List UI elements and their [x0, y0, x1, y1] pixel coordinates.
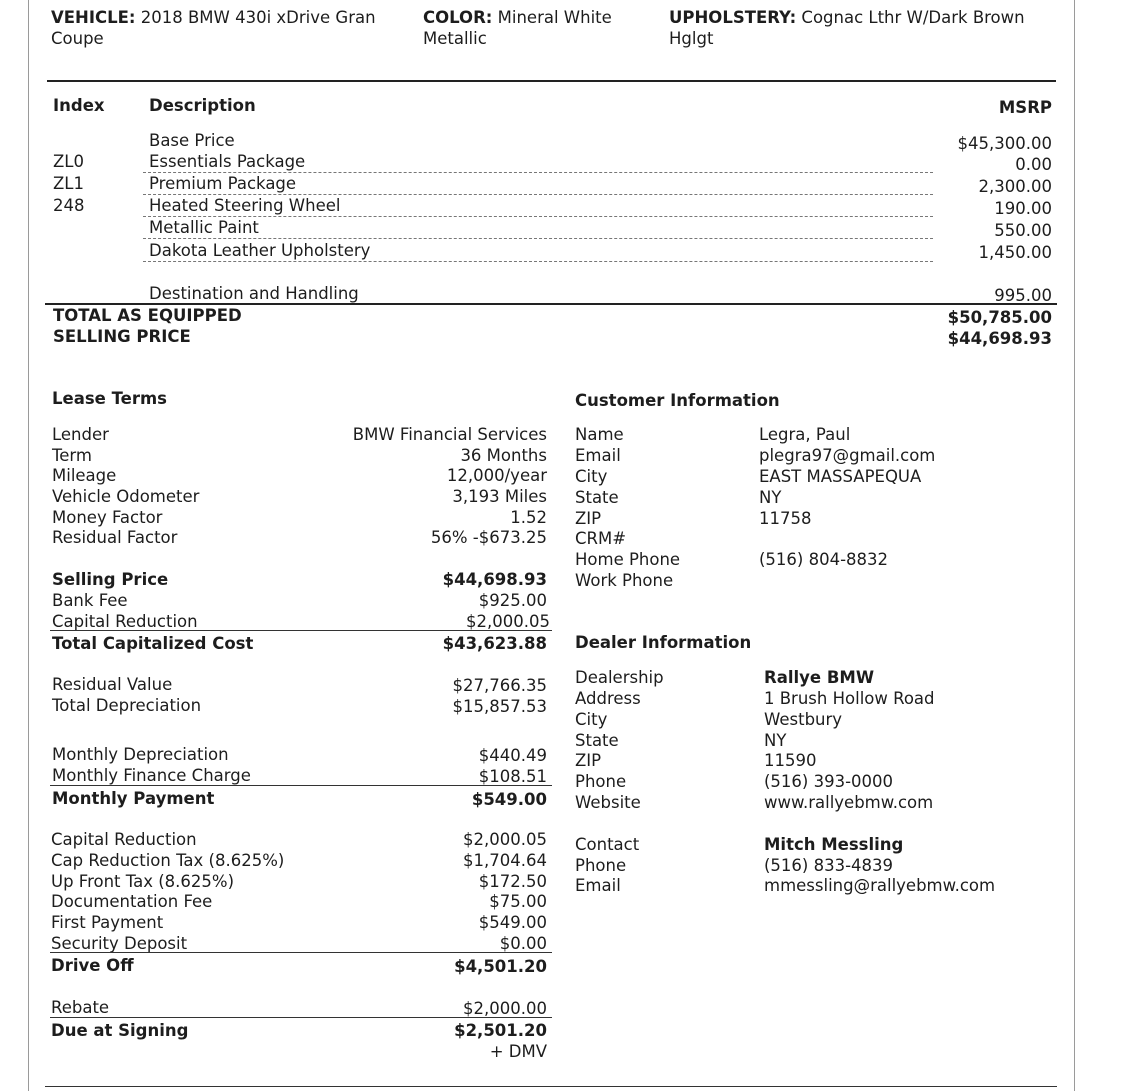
monthly-finance-value: $108.51: [478, 767, 547, 786]
driveoff-item-label: Up Front Tax (8.625%): [51, 872, 235, 891]
driveoff-item-label: Capital Reduction: [51, 830, 197, 849]
upholstery-label: UPHOLSTERY:: [669, 8, 797, 27]
monthly-payment-label: Monthly Payment: [52, 789, 215, 808]
dealer-field-label: Address: [575, 689, 641, 708]
drive-off-value: $4,501.20: [454, 957, 547, 976]
residual-value-value: $27,766.35: [452, 676, 547, 695]
header-divider: [47, 80, 1056, 82]
destination-value: 995.00: [994, 286, 1052, 305]
drive-off-label: Drive Off: [51, 956, 134, 975]
vehicle-field: [51, 7, 401, 49]
lease-term-value: 36 Months: [460, 446, 547, 465]
lease-term-label: Residual Factor: [52, 528, 178, 547]
capital-reduction-label: Capital Reduction: [52, 612, 198, 631]
monthly-depreciation-value: $440.49: [478, 746, 547, 765]
contact-name-value: Mitch Messling: [764, 835, 904, 854]
dealer-field-value: NY: [764, 731, 787, 750]
vehicle-value-2: Coupe: [51, 29, 104, 48]
lease-term-label: Vehicle Odometer: [52, 487, 200, 506]
lease-term-value: 56% -$673.25: [430, 528, 547, 547]
option-msrp: 1,450.00: [978, 243, 1052, 262]
option-dotted-line: [143, 238, 933, 239]
dealer-field-label: ZIP: [575, 751, 602, 770]
customer-field-value: 11758: [759, 509, 812, 528]
driveoff-item-label: First Payment: [51, 913, 164, 932]
col-description-header: Description: [149, 96, 256, 115]
total-depreciation-value: $15,857.53: [452, 697, 547, 716]
customer-field-label: ZIP: [575, 509, 602, 528]
upholstery-field: [669, 7, 1069, 49]
customer-field-value: (516) 804-8832: [759, 550, 889, 569]
option-index: ZL1: [53, 174, 84, 193]
dealer-field-value: Westbury: [764, 710, 843, 729]
customer-field-value: EAST MASSAPEQUA: [759, 467, 922, 486]
option-description: Dakota Leather Upholstery: [149, 241, 371, 260]
residual-value-label: Residual Value: [52, 675, 173, 694]
color-value-2: Metallic: [423, 29, 487, 48]
total-depreciation-label: Total Depreciation: [52, 696, 202, 715]
option-description: Premium Package: [149, 174, 297, 193]
driveoff-divider: [50, 952, 552, 953]
monthly-divider: [50, 785, 552, 786]
rebate-label: Rebate: [51, 998, 110, 1017]
customer-field-label: Work Phone: [575, 571, 674, 590]
option-index: ZL0: [53, 152, 84, 171]
dmv-note: + DMV: [489, 1042, 547, 1061]
customer-field-value: NY: [759, 488, 782, 507]
dealer-field-label: Website: [575, 793, 641, 812]
customer-field-value: plegra97@gmail.com: [759, 446, 936, 465]
lease-term-value: 12,000/year: [446, 466, 547, 485]
dealer-field-label: Dealership: [575, 668, 664, 687]
customer-info-title: Customer Information: [575, 391, 780, 410]
selling-price-value: $44,698.93: [947, 329, 1052, 348]
dealer-field-value: 1 Brush Hollow Road: [764, 689, 935, 708]
selling-price-label: SELLING PRICE: [53, 327, 191, 346]
bank-fee-value: $925.00: [478, 591, 547, 610]
driveoff-item-label: Cap Reduction Tax (8.625%): [51, 851, 285, 870]
vehicle-value-1: 2018 BMW 430i xDrive Gran: [140, 8, 376, 27]
monthly-payment-value: $549.00: [471, 790, 547, 809]
cap-cost-divider: [50, 630, 552, 631]
driveoff-item-value: $0.00: [499, 934, 547, 953]
contact-field-value: (516) 833-4839: [764, 856, 894, 875]
due-divider: [50, 1017, 552, 1018]
lease-term-label: Money Factor: [52, 508, 163, 527]
lease-term-value: BMW Financial Services: [352, 425, 547, 444]
option-index: 248: [53, 196, 85, 215]
page-left-edge: [28, 0, 29, 1091]
driveoff-item-value: $172.50: [478, 872, 547, 891]
dealer-field-label: State: [575, 731, 619, 750]
customer-field-label: City: [575, 467, 608, 486]
bank-fee-label: Bank Fee: [52, 591, 128, 610]
dealer-field-value: (516) 393-0000: [764, 772, 894, 791]
driveoff-item-value: $75.00: [489, 892, 547, 911]
total-cap-cost-label: Total Capitalized Cost: [52, 634, 254, 653]
option-description: Essentials Package: [149, 152, 306, 171]
total-cap-cost-value: $43,623.88: [442, 634, 547, 653]
vehicle-label: VEHICLE:: [51, 8, 136, 27]
dealer-field-value: Rallye BMW: [764, 668, 875, 687]
lease-term-label: Lender: [52, 425, 109, 444]
lease-selling-price-label: Selling Price: [52, 570, 169, 589]
due-at-signing-value: $2,501.20: [454, 1021, 547, 1040]
due-at-signing-label: Due at Signing: [51, 1021, 189, 1040]
contact-field-value: mmessling@rallyebmw.com: [764, 876, 996, 895]
driveoff-item-label: Security Deposit: [51, 934, 188, 953]
lease-term-label: Mileage: [52, 466, 117, 485]
dealer-field-value: 11590: [764, 751, 817, 770]
total-as-equipped-label: TOTAL AS EQUIPPED: [53, 306, 242, 325]
driveoff-item-label: Documentation Fee: [51, 892, 213, 911]
option-msrp: 550.00: [994, 221, 1052, 240]
page-right-edge: [1074, 0, 1075, 1091]
option-description: Metallic Paint: [149, 218, 259, 237]
upholstery-value-2: Hglgt: [669, 29, 714, 48]
color-label: COLOR:: [423, 8, 493, 27]
contact-field-label: Contact: [575, 835, 640, 854]
contact-field-label: Email: [575, 876, 621, 895]
color-field: [423, 7, 653, 49]
customer-field-label: CRM#: [575, 529, 627, 548]
footer-divider: [45, 1086, 1057, 1087]
customer-field-label: Name: [575, 425, 624, 444]
driveoff-item-value: $1,704.64: [463, 851, 547, 870]
option-dotted-line: [143, 216, 933, 217]
lease-term-label: Term: [52, 446, 92, 465]
dealer-info-title: Dealer Information: [575, 633, 752, 652]
dealer-field-label: City: [575, 710, 608, 729]
dealer-field-value: www.rallyebmw.com: [764, 793, 934, 812]
monthly-finance-label: Monthly Finance Charge: [52, 766, 251, 785]
customer-field-label: State: [575, 488, 619, 507]
total-as-equipped-value: $50,785.00: [947, 308, 1052, 327]
capital-reduction-value: $2,000.05: [466, 612, 550, 631]
customer-field-value: Legra, Paul: [759, 425, 851, 444]
lease-term-value: 1.52: [510, 508, 547, 527]
option-description: Base Price: [149, 131, 235, 150]
lease-selling-price-value: $44,698.93: [442, 570, 547, 589]
destination-label: Destination and Handling: [149, 284, 359, 303]
col-msrp-header: MSRP: [998, 98, 1052, 117]
driveoff-item-value: $549.00: [478, 913, 547, 932]
col-index-header: Index: [53, 96, 105, 115]
dealer-field-label: Phone: [575, 772, 627, 791]
option-dotted-line: [143, 261, 933, 262]
driveoff-item-value: $2,000.05: [463, 830, 547, 849]
option-msrp: $45,300.00: [957, 134, 1052, 153]
option-msrp: 190.00: [994, 199, 1052, 218]
upholstery-value-1: Cognac Lthr W/Dark Brown: [801, 8, 1025, 27]
lease-term-value: 3,193 Miles: [452, 487, 547, 506]
lease-terms-title: Lease Terms: [52, 389, 168, 408]
customer-field-label: Email: [575, 446, 621, 465]
monthly-depreciation-label: Monthly Depreciation: [52, 745, 229, 764]
option-msrp: 2,300.00: [978, 177, 1052, 196]
option-msrp: 0.00: [1015, 155, 1052, 174]
rebate-value: $2,000.00: [463, 999, 547, 1018]
customer-field-label: Home Phone: [575, 550, 681, 569]
option-description: Heated Steering Wheel: [149, 196, 341, 215]
color-value-1: Mineral White: [497, 8, 612, 27]
contact-field-label: Phone: [575, 856, 627, 875]
